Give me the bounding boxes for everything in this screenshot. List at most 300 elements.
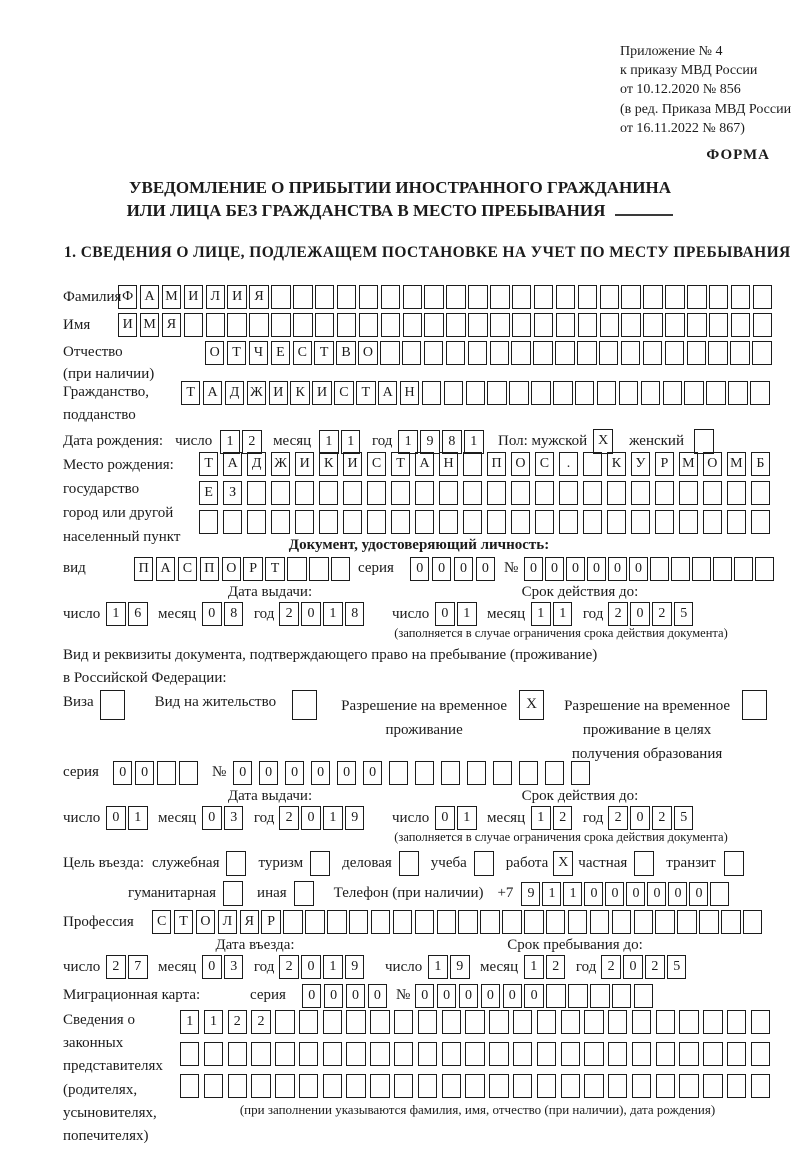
char-box [713, 557, 732, 581]
char-box: Р [243, 557, 262, 581]
year-label: год [253, 605, 275, 622]
char-box: И [295, 452, 314, 476]
char-box: Б [751, 452, 770, 476]
char-box [446, 313, 465, 337]
char-box: 1 [563, 882, 582, 906]
char-box [631, 481, 650, 505]
char-box [632, 1074, 651, 1098]
citizenship-boxes [181, 381, 772, 405]
char-box [708, 341, 727, 365]
char-box: 0 [410, 557, 429, 581]
purpose-official-checkbox [226, 851, 246, 876]
char-box: 2 [251, 1010, 270, 1034]
char-box: 0 [135, 761, 154, 785]
char-box: 0 [437, 984, 456, 1008]
char-box: 0 [503, 984, 522, 1008]
char-box: И [227, 285, 246, 309]
char-box [584, 1042, 603, 1066]
temp-residence-edu-line-1: Разрешение на временное [564, 698, 731, 714]
char-box: 0 [476, 557, 495, 581]
res-expiry-year-boxes [608, 806, 696, 830]
char-box: 0 [584, 882, 603, 906]
char-box [703, 510, 722, 534]
char-box: Я [249, 285, 268, 309]
char-box: 3 [224, 806, 243, 830]
char-box: Е [199, 481, 218, 505]
char-box [394, 1010, 413, 1034]
char-box: И [343, 452, 362, 476]
purpose-humanitarian-checkbox [223, 881, 243, 906]
migration-card-label: Миграционная карта: [63, 987, 201, 1003]
purpose-official-label: служебная [151, 855, 220, 871]
char-box [703, 1010, 722, 1034]
entry-month-boxes [202, 955, 246, 979]
stay-month-boxes [524, 955, 568, 979]
phone-label: Телефон (при наличии) [333, 885, 484, 901]
char-box [641, 381, 660, 405]
char-box: А [140, 285, 159, 309]
char-box: 0 [626, 882, 645, 906]
char-box [489, 1074, 508, 1098]
char-box [442, 1074, 461, 1098]
month-label: месяц [487, 809, 526, 826]
char-box [513, 1074, 532, 1098]
representatives-label-1: Сведения о [63, 1012, 135, 1028]
char-box [422, 381, 441, 405]
char-box: А [415, 452, 434, 476]
char-box [315, 285, 334, 309]
char-box [157, 761, 176, 785]
form-title-line-2-text: ИЛИ ЛИЦА БЕЗ ГРАЖДАНСТВА В МЕСТО ПРЕБЫВАНИЯ [126, 201, 606, 220]
char-box: 2 [242, 430, 261, 454]
char-box: Т [181, 381, 200, 405]
day-label: число [392, 605, 430, 622]
char-box [380, 341, 399, 365]
purpose-transit-label: транзит [666, 855, 716, 871]
char-box: 1 [524, 955, 543, 979]
char-box [299, 1074, 318, 1098]
char-box [656, 1074, 675, 1098]
char-box [466, 381, 485, 405]
purpose-other-checkbox [294, 881, 314, 906]
char-box [394, 1042, 413, 1066]
char-box: 0 [285, 761, 304, 785]
char-box [228, 1042, 247, 1066]
res-issue-date-row [63, 806, 367, 830]
doc-series-boxes [410, 557, 498, 581]
char-box [415, 481, 434, 505]
char-box: 1 [464, 430, 483, 454]
char-box [299, 1042, 318, 1066]
stay-year-boxes [601, 955, 689, 979]
char-box [575, 381, 594, 405]
char-box: 1 [531, 806, 550, 830]
char-box [679, 510, 698, 534]
char-box [487, 381, 506, 405]
char-box [537, 1042, 556, 1066]
doc-expiry-day-boxes [435, 602, 479, 626]
char-box [315, 313, 334, 337]
char-box [275, 1010, 294, 1034]
purpose-tourism-checkbox [310, 851, 330, 876]
char-box [493, 761, 512, 785]
char-box: 8 [224, 602, 243, 626]
char-box [561, 1042, 580, 1066]
char-box [665, 313, 684, 337]
res-expiry-note: (заполняется в случае ограничения срока действия документа) [394, 830, 728, 844]
representatives-note: (при заполнении указываются фамилия, имя, отчество (при наличии), дата рождения) [239, 1102, 716, 1117]
char-box [663, 381, 682, 405]
char-box [346, 1074, 365, 1098]
temp-residence-edu-checkbox [742, 690, 767, 720]
residence-permit-label: Вид на жительство [154, 694, 277, 710]
char-box [607, 481, 626, 505]
char-box [337, 285, 356, 309]
purpose-study-label: учеба [430, 855, 467, 871]
char-box [559, 510, 578, 534]
char-box [597, 381, 616, 405]
char-box: Ж [271, 452, 290, 476]
char-box: Т [174, 910, 193, 934]
char-box [727, 510, 746, 534]
residence-permit-checkbox [292, 690, 317, 720]
doc-kind-label: вид [63, 560, 86, 576]
temp-residence-line-1: Разрешение на временное [341, 698, 508, 714]
char-box: 0 [106, 806, 125, 830]
char-box: 9 [521, 882, 540, 906]
char-box [568, 910, 587, 934]
char-box [287, 557, 306, 581]
char-box [727, 1042, 746, 1066]
char-box [608, 1010, 627, 1034]
char-box [463, 510, 482, 534]
char-box: 9 [450, 955, 469, 979]
char-box: 0 [668, 882, 687, 906]
char-box: 0 [605, 882, 624, 906]
char-box [228, 1074, 247, 1098]
char-box [634, 910, 653, 934]
char-box: С [178, 557, 197, 581]
char-box [295, 481, 314, 505]
char-box [223, 510, 242, 534]
char-box: И [269, 381, 288, 405]
char-box [600, 313, 619, 337]
char-box: 0 [368, 984, 387, 1008]
char-box: 0 [202, 955, 221, 979]
char-box [512, 285, 531, 309]
sex-male-checkbox: X [593, 429, 613, 454]
char-box: 2 [608, 806, 627, 830]
char-box [204, 1074, 223, 1098]
char-box [619, 381, 638, 405]
char-box: 1 [128, 806, 147, 830]
doc-expiry-date-row [392, 602, 696, 626]
char-box [323, 1042, 342, 1066]
char-box [709, 313, 728, 337]
year-label: год [253, 958, 275, 975]
char-box: Т [391, 452, 410, 476]
char-box [671, 557, 690, 581]
char-box [608, 1074, 627, 1098]
char-box: 2 [608, 602, 627, 626]
char-box [389, 761, 408, 785]
year-label: год [582, 605, 604, 622]
char-box [381, 285, 400, 309]
surname-boxes [118, 285, 775, 309]
char-box [650, 557, 669, 581]
char-box [359, 313, 378, 337]
char-box [319, 481, 338, 505]
char-box: 0 [259, 761, 278, 785]
doc-expiry-date-heading: Срок действия до: [521, 584, 639, 600]
char-box [424, 341, 443, 365]
char-box: М [140, 313, 159, 337]
char-box [424, 313, 443, 337]
purpose-work-checkbox: X [553, 851, 573, 876]
representatives-boxes-row-1 [180, 1010, 775, 1034]
char-box [753, 313, 772, 337]
char-box [634, 984, 653, 1008]
char-box: С [152, 910, 171, 934]
char-box: М [162, 285, 181, 309]
char-box: П [487, 452, 506, 476]
char-box: 0 [545, 557, 564, 581]
char-box: 1 [553, 602, 572, 626]
char-box [247, 510, 266, 534]
mig-series-label: серия [250, 987, 286, 1003]
char-box [590, 984, 609, 1008]
patronymic-label: Отчество [63, 344, 123, 360]
char-box: 0 [630, 806, 649, 830]
char-box [656, 1042, 675, 1066]
char-box: С [535, 452, 554, 476]
char-box: 0 [363, 761, 382, 785]
char-box [323, 1074, 342, 1098]
temp-residence-label [341, 690, 507, 742]
char-box [556, 285, 575, 309]
char-box: 8 [442, 430, 461, 454]
char-box: 0 [459, 984, 478, 1008]
char-box: 0 [608, 557, 627, 581]
char-box: Ж [247, 381, 266, 405]
res-series-label: серия [63, 764, 99, 780]
month-label: месяц [273, 433, 312, 449]
char-box: Ф [118, 285, 137, 309]
char-box: О [222, 557, 241, 581]
char-box [743, 910, 762, 934]
char-box [608, 1042, 627, 1066]
char-box [752, 341, 771, 365]
char-box [534, 313, 553, 337]
char-box [612, 984, 631, 1008]
char-box [204, 1042, 223, 1066]
purpose-label: Цель въезда: [63, 855, 144, 871]
char-box [571, 761, 590, 785]
char-box [721, 910, 740, 934]
char-box: 0 [481, 984, 500, 1008]
citizenship-label-2: подданство [63, 407, 136, 423]
res-number-boxes [233, 761, 597, 785]
year-label: год [253, 809, 275, 826]
birth-day-boxes [220, 430, 264, 454]
char-box: Т [265, 557, 284, 581]
char-box: О [196, 910, 215, 934]
char-box: 2 [652, 602, 671, 626]
res-number-label: № [212, 764, 227, 780]
char-box [703, 1074, 722, 1098]
char-box [463, 481, 482, 505]
section1-heading: 1. СВЕДЕНИЯ О ЛИЦЕ, ПОДЛЕЖАЩЕМ ПОСТАНОВКЕ НА УЧЕТ ПО МЕСТУ ПРЕБЫВАНИЯ [64, 244, 791, 261]
birthdate-row [63, 429, 714, 454]
identity-doc-heading: Документ, удостоверяющий личность: [288, 537, 550, 553]
doc-issue-date-heading: Дата выдачи: [227, 584, 313, 600]
char-box: 0 [629, 557, 648, 581]
char-box [446, 341, 465, 365]
char-box: М [727, 452, 746, 476]
char-box: С [334, 381, 353, 405]
char-box [227, 313, 246, 337]
char-box [293, 313, 312, 337]
char-box [656, 1010, 675, 1034]
char-box [381, 313, 400, 337]
char-box: 9 [345, 806, 364, 830]
char-box: 2 [645, 955, 664, 979]
char-box [487, 510, 506, 534]
temp-residence-edu-line-3: получения образования [571, 746, 723, 762]
day-label: число [63, 958, 101, 975]
char-box [751, 510, 770, 534]
profession-label: Профессия [63, 914, 134, 930]
representatives-label-5: усыновителях, [63, 1105, 157, 1121]
day-label: число [385, 958, 423, 975]
temp-residence-checkbox: X [519, 690, 544, 720]
char-box [295, 510, 314, 534]
char-box [490, 285, 509, 309]
char-box [677, 910, 696, 934]
char-box [524, 910, 543, 934]
char-box [293, 285, 312, 309]
char-box [418, 1042, 437, 1066]
char-box [415, 510, 434, 534]
purpose-private-checkbox [634, 851, 654, 876]
char-box: Л [206, 285, 225, 309]
char-box [679, 1010, 698, 1034]
char-box: 0 [346, 984, 365, 1008]
month-label: месяц [158, 809, 197, 826]
char-box: Д [225, 381, 244, 405]
char-box [535, 510, 554, 534]
char-box [370, 1042, 389, 1066]
char-box [519, 761, 538, 785]
char-box [446, 285, 465, 309]
char-box: 1 [398, 430, 417, 454]
char-box [346, 1010, 365, 1034]
char-box [418, 1010, 437, 1034]
char-box: Т [314, 341, 333, 365]
visa-checkbox [100, 690, 125, 720]
doc-expiry-note: (заполняется в случае ограничения срока действия документа) [394, 626, 728, 640]
char-box: 1 [457, 806, 476, 830]
char-box: 0 [311, 761, 330, 785]
char-box [327, 910, 346, 934]
char-box: Я [162, 313, 181, 337]
stay-until-heading: Срок пребывания до: [507, 937, 643, 953]
residence-doc-type-row [63, 690, 767, 766]
char-box: 0 [524, 984, 543, 1008]
char-box: 1 [204, 1010, 223, 1034]
char-box: О [703, 452, 722, 476]
char-box [655, 510, 674, 534]
char-box [612, 910, 631, 934]
char-box [632, 1042, 651, 1066]
char-box: 7 [128, 955, 147, 979]
char-box: 0 [324, 984, 343, 1008]
char-box: 1 [180, 1010, 199, 1034]
char-box [509, 381, 528, 405]
char-box: 0 [689, 882, 708, 906]
char-box: З [223, 481, 242, 505]
res-issue-day-boxes [106, 806, 150, 830]
birthdate-label: Дата рождения: [63, 433, 164, 449]
char-box: О [205, 341, 224, 365]
char-box [283, 910, 302, 934]
char-box [249, 313, 268, 337]
char-box [665, 285, 684, 309]
char-box [180, 1074, 199, 1098]
char-box [751, 1074, 770, 1098]
char-box [555, 341, 574, 365]
char-box [394, 1074, 413, 1098]
char-box [710, 882, 729, 906]
char-box [458, 910, 477, 934]
patronymic-boxes [205, 341, 774, 365]
char-box [179, 761, 198, 785]
year-label: год [371, 433, 393, 449]
char-box [599, 341, 618, 365]
char-box: Н [400, 381, 419, 405]
char-box [583, 481, 602, 505]
doc-kind-boxes [134, 557, 353, 581]
entry-year-boxes [279, 955, 367, 979]
char-box [467, 761, 486, 785]
char-box [753, 285, 772, 309]
char-box: А [378, 381, 397, 405]
char-box [583, 510, 602, 534]
representatives-label-4: (родителях, [63, 1082, 138, 1098]
char-box: Т [356, 381, 375, 405]
char-box: 0 [435, 806, 454, 830]
entry-date-row [63, 955, 367, 979]
char-box [727, 1074, 746, 1098]
residence-doc-label-2: в Российской Федерации: [63, 670, 227, 686]
char-box: 0 [630, 602, 649, 626]
char-box [370, 1010, 389, 1034]
char-box [439, 481, 458, 505]
char-box [692, 557, 711, 581]
char-box [359, 285, 378, 309]
sex-male-label: Пол: мужской [498, 433, 588, 449]
birthplace-label-4: населенный пункт [63, 529, 181, 545]
mig-number-label: № [396, 987, 411, 1003]
visa-label: Виза [63, 694, 94, 710]
char-box [703, 1042, 722, 1066]
char-box: Д [247, 452, 266, 476]
char-box: 0 [301, 955, 320, 979]
purpose-work-label: работа [505, 855, 549, 871]
char-box [734, 557, 753, 581]
char-box [490, 313, 509, 337]
char-box [561, 1010, 580, 1034]
